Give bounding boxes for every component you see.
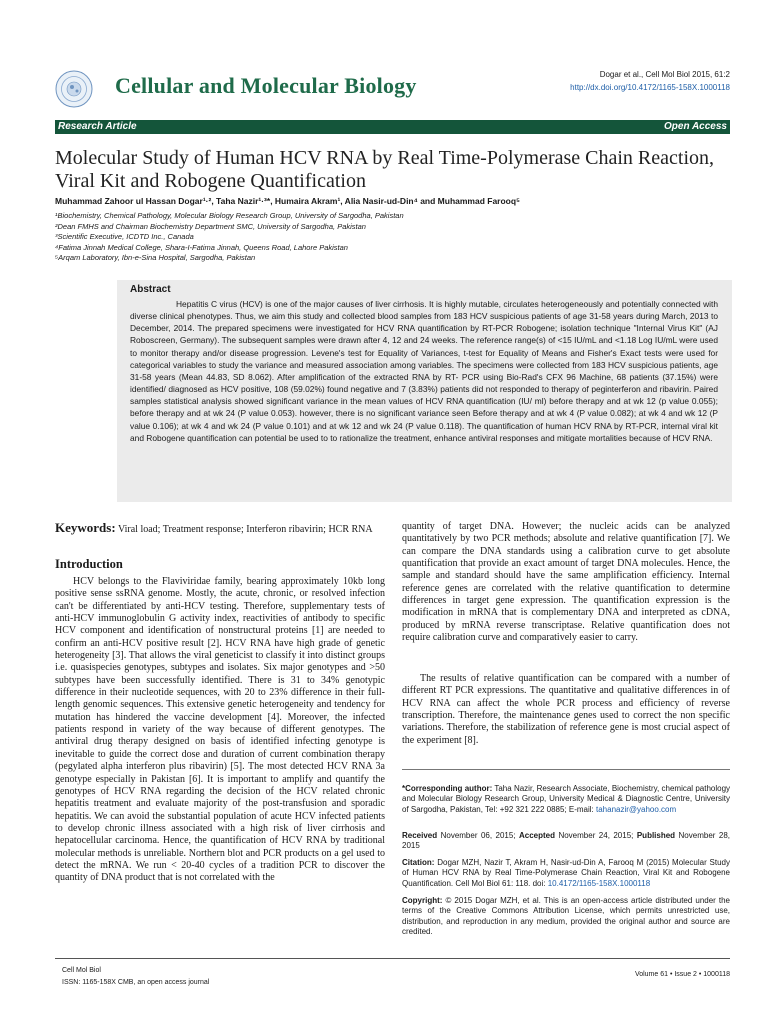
keywords-block	[55, 521, 385, 536]
footnote-divider	[402, 769, 730, 770]
journal-logo	[55, 70, 93, 108]
footer-volume: Volume 61 • Issue 2 • 1000118	[634, 971, 730, 978]
doi-link[interactable]: http://dx.doi.org/10.4172/1165-158X.1000118	[570, 83, 730, 92]
keywords-heading: Keywords:	[55, 520, 116, 535]
copyright-label: Copyright:	[402, 896, 443, 905]
corr-text: Taha Nazir, Research Associate, Biochemistry, chemical pathology and Molecular Biology Research Group, University Medical & Diagnostic Centre, University of Sargodha, Pakistan, Tel: +92 321 222 0885; E-mail:	[402, 784, 731, 814]
article-type-band	[55, 120, 730, 134]
intro-heading: Introduction	[55, 557, 123, 571]
intro-paragraph-1: HCV belongs to the Flaviviridae family, bearing approximately 10kb long positive sense ssRNA genome. Mostly, the acute, chronic, or resolved infection can't be differentiated by anti-HCV testing. Therefore, supplementary tests of anti-HCV immunoglobulin G activity index, reactivities of antibody to specific HCV component and identification of nonstructural proteins [1] are needed to confirm an anti-HCV positive result [2]. HCV RNA have high grade of genetic heterogeneity [3]. That allows the viral geneticist to classify it into distinct groups i.e. quasispecies genotypes, subtypes and isolates. Six major genotypes and >50 subtypes have been successfully identified. There is 31 to 34% genotypic difference in their nucleotide sequences, with 20 to 23% difference in their full-length genomic sequences. This extensive genetic heterogeneity and tendency for mutation has hindered the vaccine development [4]. Moreover, the infected patients respond in variety of the way because of different genotypes. The antiviral drug therapy designed on basis of identified infecting genotype is inevitable to guide the correct dose and duration of current combination therapy (pegylated alpha interferon plus ribavirin) [5]. The most detected HCV RNA 3a genotype especially in Pakistan [6]. It is important to amplify and quantify the genotypes of HCV RNA regarding the decision of the HCV related chronic hepatitis treatment and evaluate majority of the post-transfusion and sporadic hepatitis. We can avoid the substantial population of acute HCV infected patients to develop chronic illness associated with a high risk of liver cirrhosis and hepatocellular carcinoma. Hence, the quantification of HCV RNA by traditional molecular methods is unreliable. Northern blot and PCR products on a gel used to detect the mRNA. We run < 20-40 cycles of a tradition PCR to discover the quantity of DNA product that is not correlated with the	[55, 576, 385, 884]
accepted-label: Accepted	[518, 831, 555, 840]
affiliation-2: ²Dean FMHS and Chairman Biochemistry Department SMC, University of Sargodha, Pakistan	[55, 221, 366, 231]
citation-label: Citation:	[402, 858, 435, 867]
citation-text: Dogar MZH, Nazir T, Akram H, Nasir-ud-Din A, Farooq M (2015) Molecular Study of Human HCV RNA by Real Time-Polymerase Chain Reaction, Viral Kit and Robogene Quantification. Cell Mol Biol 61: 118. doi:	[402, 858, 730, 888]
published-date: November 28, 2015	[402, 831, 730, 851]
keywords-text: Viral load; Treatment response; Interferon ribavirin; HCR RNA	[118, 524, 373, 535]
corr-label: *Corresponding author:	[402, 784, 493, 793]
footer-rule	[55, 958, 730, 959]
open-access-label: Open Access	[664, 121, 727, 132]
author-list: Muhammad Zahoor ul Hassan Dogar¹·², Taha Nazir¹·³*, Humaira Akram¹, Alia Nasir-ud-Din⁴ and Muhammad Farooq⁵	[55, 196, 521, 206]
affiliation-5: ⁵Arqam Laboratory, Ibn-e-Sina Hospital, Sargodha, Pakistan	[55, 253, 256, 263]
published-label: Published	[636, 831, 676, 840]
body-paragraph-2: quantity of target DNA. However; the nucleic acids can be analyzed quantitatively by two PCR methods; absolute and relative quantification [7]. We can compare the DNA standards using a calibration curve to get absolute quantification that provide an exact amount of target DNA molecules. Hence, the sample and standard should have the same amplification efficiency. Internal reference genes are correlated with the relative quantification to determine differences in target gene expression. The quantification expression is the modification in mRNA that is complementary DNA and interpreted as cDNA, produced by mRNA reverse transcriptase. Relative quantification does not require calibration curve and comparatively easier to carry.	[402, 521, 730, 644]
citation-doi-link[interactable]: 10.4172/1165-158X.1000118	[547, 878, 651, 888]
article-title: Molecular Study of Human HCV RNA by Real Time-Polymerase Chain Reaction, Viral Kit and Robogene Quantification	[55, 147, 715, 192]
affiliations	[55, 211, 404, 264]
affiliation-4: ⁴Fatima Jinnah Medical College, Shara-I-Fatima Jinnah, Queens Road, Lahore Pakistan	[55, 242, 348, 252]
citation-note	[402, 858, 730, 889]
received-date: November 06, 2015;	[440, 831, 516, 840]
corresponding-author-note	[402, 784, 730, 815]
journal-title: Cellular and Molecular Biology	[115, 73, 417, 98]
affiliation-1: ¹Biochemistry, Chemical Pathology, Molecular Biology Research Group, University of Sargodha, Pakistan	[55, 211, 404, 220]
footer-journal: Cell Mol Biol	[62, 967, 101, 974]
citation-header	[570, 68, 730, 94]
abstract-text	[130, 298, 718, 444]
abstract-body: Hepatitis C virus (HCV) is one of the major causes of liver cirrhosis. It is highly mutable, circulates heterogeneously and potentially connected with diverse clinical phenotypes. Thus, we aim this study and collected blood samples from 183 HCV suspicious patients of age 31-58 years during March, 2013 to December, 2014. The prepared specimens were investigated for HCV RNA quantification by RT-PCR Robogene; isolation technique "Internal Virus Kit" (AJ Roboscreen, Germany). The subsequent samples were drawn after 4, 12 and 24 weeks. The reference range(s) of <15 IU/mL and <1.18 Log IU/mL were used to monitor therapy and/or disease progression. Levene's test for Equality of Variances, t-test for Equality of Means and Fisher's Exact tests were used for categorical variables to study the variance and measured association among variables. The specimens were collected from 183 HCV suspicious patients, age 31-58 years (Mean 44.83, SD 8.062). After amplification of the extracted RNA by RT- PCR using Bio-Rad's CFX 96 Machine, 68 patients (37.15%) were identified/ diagnosed as HCV positive, 108 (59.02%) found negative and 7 (3.83%) patients did not responded to therapy of peginterferon and ribavirin. Paired samples statistical analysis showed significant variance in the mean values of HCV RNA quantification (IU/ ml) before therapy and at wk 12 (p value 0.055); before therapy and at wk 24 (P value 0.053). however, there is no significant variance seen Before therapy and at wk 4 (P value 0.082); at wk 4 and wk 12 (P value 0.106); at wk 4 and wk 24 (P value 0.101) and at wk 12 and wk 24 (P value 0.118). The quantification of human HCV RNA by RT-PCR, internal viral kit and Robogene quantification can potential be used to to rationalize the treatment, enhance antiviral responses and mitigate mortalities because of HCV RNA.	[130, 299, 718, 443]
affiliation-3: ³Scientific Executive, ICDTD Inc., Canada	[55, 232, 194, 242]
corr-email-link[interactable]: tahanazir@yahoo.com	[596, 804, 677, 814]
copyright-note	[402, 896, 730, 937]
accepted-date: November 24, 2015;	[558, 831, 634, 840]
footer-issn: ISSN: 1165-158X CMB, an open access journal	[62, 979, 210, 986]
article-type-label: Research Article	[58, 121, 137, 132]
dates-note	[402, 831, 730, 852]
copyright-text: © 2015 Dogar MZH, et al. This is an open-access article distributed under the terms of the Creative Commons Attribution License, which permits unrestricted use, distribution, and reproduction in any medium, provided the original author and source are credited.	[402, 896, 730, 937]
citation-line: Dogar et al., Cell Mol Biol 2015, 61:2	[599, 70, 730, 79]
body-paragraph-3: The results of relative quantification can be compared with a number of different RT PCR expressions. The quantitative and qualitative differences in of HCV RNA can affect the whole PCR process and efficiency of reverse transcription. Therefore, the maintenance genes used to correct the non specific variations. Therefore, the stabilization of reference gene is most crucial aspect of the experiment [8].	[402, 673, 730, 746]
received-label: Received	[402, 831, 438, 840]
abstract-heading: Abstract	[130, 284, 171, 295]
